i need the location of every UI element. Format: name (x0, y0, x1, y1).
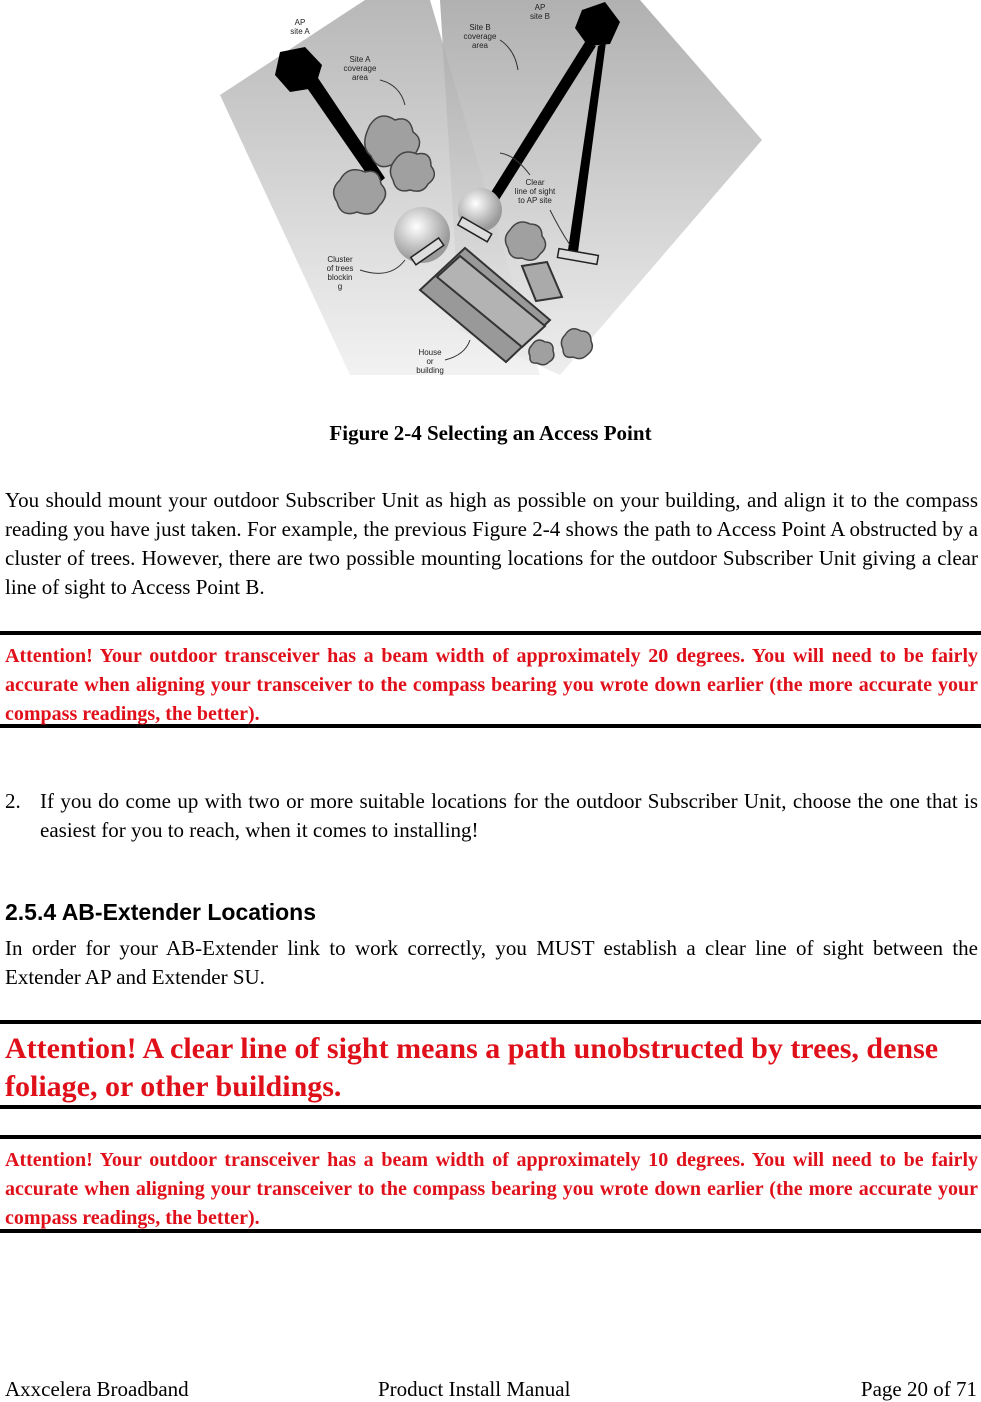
section-heading: 2.5.4 AB-Extender Locations (5, 899, 317, 925)
list-text: If you do come up with two or more suitable locations for the outdoor Subscriber Unit, choose the one that is easiest for you to reach, when it comes to installing! (40, 789, 978, 842)
attention-text: Attention! A clear line of sight means a path unobstructed by trees, dense foliage, or other buildings. (5, 1032, 939, 1103)
list-number: 2. (5, 789, 21, 813)
figure-caption: Figure 2-4 Selecting an Access Point (329, 421, 652, 445)
footer-page-number: Page 20 of 71 (860, 1377, 977, 1401)
footer-manual-title: Product Install Manual (378, 1377, 571, 1401)
attention-text: Attention! Your outdoor transceiver has a beam width of approximately 10 degrees. You will need to be fairly accurate when aligning your transceiver to the compass bearing you wrote down earlier (the more accurate your compass readings, the better). (5, 1149, 978, 1229)
label-house: House or building (416, 348, 444, 375)
paragraph-extender: In order for your AB-Extender link to work correctly, you MUST establish a clear line of sight between the Extender AP and Extender SU. (5, 936, 978, 989)
attention-box-20-degrees (0, 631, 981, 728)
label-coverage-a: Site A coverage area (343, 55, 377, 82)
label-ap-b: AP site B (529, 3, 551, 21)
paragraph-mounting: You should mount your outdoor Subscriber Unit as high as possible on your building, and align it to the compass reading you have just taken. For example, the previous Figure 2-4 shows the path to Access Point A obstructed by a cluster of trees. However, there are two possible mounting locations for the outdoor Subscriber Unit giving a clear line of sight to Access Point B. (5, 488, 978, 599)
footer-company: Axxcelera Broadband (5, 1377, 189, 1401)
attention-box-line-of-sight (0, 1020, 981, 1109)
access-point-figure (210, 0, 770, 395)
label-clear-los: Clear line of sight to AP site (514, 178, 556, 205)
list-item-step-2 (5, 787, 978, 845)
label-ap-a: AP site A (290, 18, 310, 36)
attention-text: Attention! Your outdoor transceiver has a beam width of approximately 20 degrees. You will need to be fairly accurate when aligning your transceiver to the compass bearing you wrote down earlier (the more accurate your compass readings, the better). (5, 645, 978, 725)
label-cluster: Cluster of trees blockin g (326, 255, 354, 291)
attention-box-10-degrees (0, 1135, 981, 1233)
label-coverage-b: Site B coverage area (463, 23, 497, 50)
